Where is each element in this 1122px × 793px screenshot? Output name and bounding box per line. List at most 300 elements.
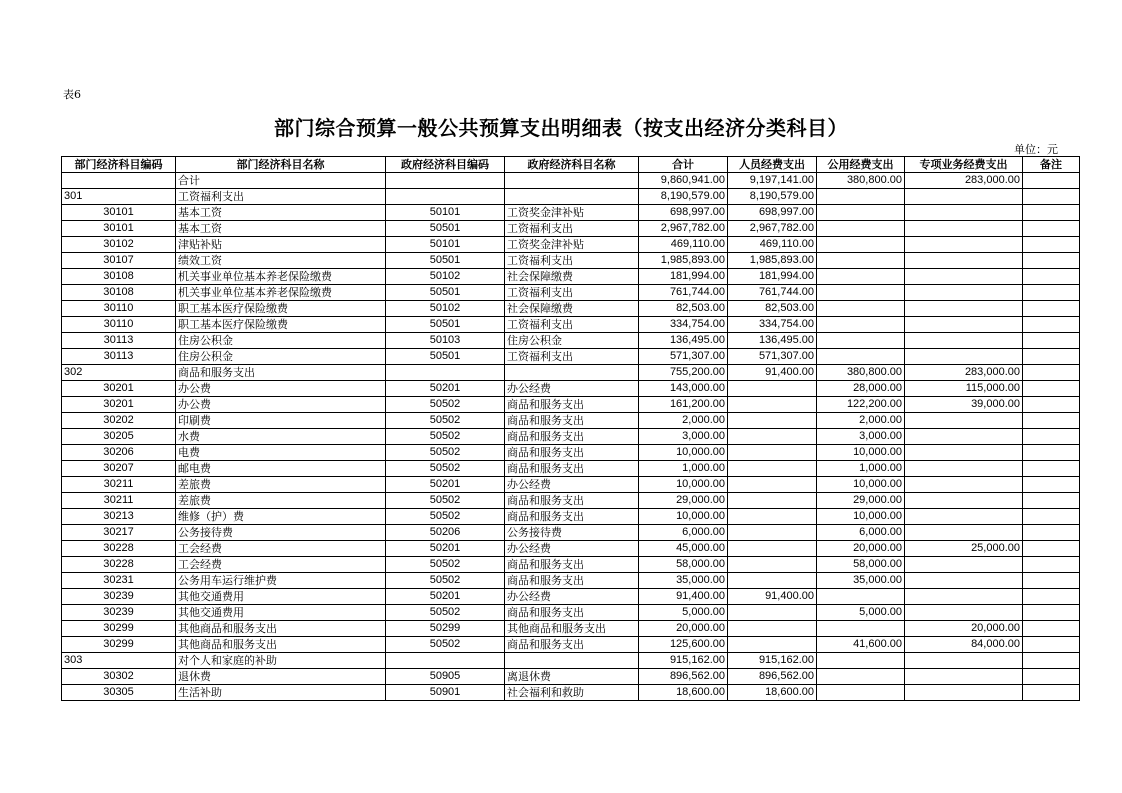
cell-note [1023,253,1080,269]
cell-personnel: 915,162.00 [728,653,817,669]
cell-gov-name: 公务接待费 [505,525,639,541]
table-row [62,189,1080,205]
cell-note [1023,413,1080,429]
cell-dept-name: 对个人和家庭的补助 [176,653,386,669]
cell-gov-code: 50201 [386,477,505,493]
cell-gov-name: 商品和服务支出 [505,461,639,477]
cell-gov-code: 50502 [386,397,505,413]
cell-personnel [728,477,817,493]
cell-special: 115,000.00 [905,381,1023,397]
cell-gov-name: 住房公积金 [505,333,639,349]
cell-note [1023,525,1080,541]
table-row [62,573,1080,589]
cell-note [1023,189,1080,205]
cell-note [1023,685,1080,701]
cell-public: 29,000.00 [817,493,905,509]
expenditure-table [61,156,1080,701]
cell-note [1023,205,1080,221]
cell-gov-name: 社会保障缴费 [505,269,639,285]
cell-personnel: 8,190,579.00 [728,189,817,205]
cell-gov-code: 50299 [386,621,505,637]
cell-note [1023,637,1080,653]
cell-total: 896,562.00 [639,669,728,685]
table-row [62,333,1080,349]
cell-special [905,269,1023,285]
header-gov-code: 政府经济科目编码 [386,157,505,173]
cell-note [1023,621,1080,637]
cell-gov-name: 商品和服务支出 [505,557,639,573]
cell-public [817,589,905,605]
table-row [62,445,1080,461]
cell-note [1023,477,1080,493]
cell-total: 10,000.00 [639,509,728,525]
cell-dept-code: 30113 [62,333,176,349]
cell-dept-code: 30101 [62,221,176,237]
cell-dept-name: 水费 [176,429,386,445]
cell-total: 18,600.00 [639,685,728,701]
cell-dept-name: 公务用车运行维护费 [176,573,386,589]
cell-gov-name: 办公经费 [505,541,639,557]
cell-dept-code: 30299 [62,621,176,637]
cell-personnel: 761,744.00 [728,285,817,301]
header-special: 专项业务经费支出 [905,157,1023,173]
cell-total: 6,000.00 [639,525,728,541]
cell-total: 9,860,941.00 [639,173,728,189]
cell-total: 334,754.00 [639,317,728,333]
cell-personnel [728,429,817,445]
cell-total: 82,503.00 [639,301,728,317]
page-title: 部门综合预算一般公共预算支出明细表（按支出经济分类科目） [274,116,848,140]
header-public: 公用经费支出 [817,157,905,173]
header-dept-code: 部门经济科目编码 [62,157,176,173]
cell-dept-code: 30101 [62,205,176,221]
cell-note [1023,285,1080,301]
table-row [62,365,1080,381]
cell-note [1023,605,1080,621]
cell-personnel: 896,562.00 [728,669,817,685]
cell-dept-name: 住房公积金 [176,333,386,349]
cell-dept-name: 退休费 [176,669,386,685]
table-row [62,637,1080,653]
cell-public [817,669,905,685]
cell-personnel [728,621,817,637]
cell-dept-code: 30110 [62,301,176,317]
cell-gov-name [505,653,639,669]
cell-public: 5,000.00 [817,605,905,621]
cell-dept-name: 电费 [176,445,386,461]
cell-personnel: 334,754.00 [728,317,817,333]
cell-gov-code: 50502 [386,573,505,589]
cell-special [905,317,1023,333]
cell-gov-name [505,173,639,189]
cell-gov-code: 50502 [386,493,505,509]
cell-dept-code: 30239 [62,605,176,621]
cell-gov-name: 商品和服务支出 [505,445,639,461]
cell-special [905,493,1023,509]
cell-gov-code: 50502 [386,637,505,653]
cell-special [905,221,1023,237]
cell-dept-code: 30110 [62,317,176,333]
cell-special: 84,000.00 [905,637,1023,653]
cell-total: 1,985,893.00 [639,253,728,269]
cell-dept-code: 30305 [62,685,176,701]
cell-personnel [728,461,817,477]
table-row [62,173,1080,189]
cell-note [1023,541,1080,557]
cell-special [905,445,1023,461]
cell-total: 5,000.00 [639,605,728,621]
cell-special [905,349,1023,365]
cell-dept-code: 30213 [62,509,176,525]
table-row [62,397,1080,413]
cell-personnel [728,557,817,573]
cell-total: 571,307.00 [639,349,728,365]
cell-public: 3,000.00 [817,429,905,445]
cell-personnel: 91,400.00 [728,365,817,381]
cell-dept-name: 其他商品和服务支出 [176,637,386,653]
cell-note [1023,173,1080,189]
cell-total: 1,000.00 [639,461,728,477]
cell-dept-name: 生活补助 [176,685,386,701]
cell-note [1023,589,1080,605]
cell-personnel [728,573,817,589]
cell-special [905,653,1023,669]
cell-special [905,429,1023,445]
cell-special [905,301,1023,317]
cell-public [817,221,905,237]
cell-dept-name: 公务接待费 [176,525,386,541]
cell-special [905,253,1023,269]
table-row [62,685,1080,701]
cell-personnel [728,445,817,461]
cell-dept-code: 30207 [62,461,176,477]
cell-public [817,301,905,317]
cell-personnel: 91,400.00 [728,589,817,605]
cell-special [905,333,1023,349]
cell-public: 58,000.00 [817,557,905,573]
cell-gov-code: 50501 [386,221,505,237]
cell-gov-name: 工资奖金津补贴 [505,237,639,253]
cell-special [905,477,1023,493]
cell-personnel: 571,307.00 [728,349,817,365]
cell-note [1023,349,1080,365]
header-note: 备注 [1023,157,1080,173]
cell-public [817,253,905,269]
cell-dept-name: 工会经费 [176,541,386,557]
cell-dept-code: 30228 [62,557,176,573]
cell-dept-name: 差旅费 [176,493,386,509]
cell-dept-name: 绩效工资 [176,253,386,269]
cell-gov-name: 商品和服务支出 [505,493,639,509]
cell-gov-name: 工资福利支出 [505,317,639,333]
cell-total: 469,110.00 [639,237,728,253]
cell-dept-code: 30201 [62,397,176,413]
cell-dept-name: 差旅费 [176,477,386,493]
cell-total: 161,200.00 [639,397,728,413]
cell-public [817,237,905,253]
cell-gov-name: 商品和服务支出 [505,397,639,413]
cell-gov-code: 50103 [386,333,505,349]
table-row [62,589,1080,605]
table-row [62,253,1080,269]
cell-total: 8,190,579.00 [639,189,728,205]
cell-personnel [728,509,817,525]
cell-special: 39,000.00 [905,397,1023,413]
cell-dept-name: 住房公积金 [176,349,386,365]
cell-total: 45,000.00 [639,541,728,557]
table-row [62,285,1080,301]
cell-dept-code: 303 [62,653,176,669]
cell-dept-name: 印刷费 [176,413,386,429]
cell-special [905,205,1023,221]
cell-gov-code: 50102 [386,301,505,317]
cell-total: 29,000.00 [639,493,728,509]
cell-public: 20,000.00 [817,541,905,557]
cell-gov-code: 50905 [386,669,505,685]
cell-special: 25,000.00 [905,541,1023,557]
cell-dept-name: 维修（护）费 [176,509,386,525]
cell-personnel: 469,110.00 [728,237,817,253]
cell-special [905,669,1023,685]
header-total: 合计 [639,157,728,173]
cell-dept-name: 职工基本医疗保险缴费 [176,301,386,317]
cell-dept-name: 合计 [176,173,386,189]
cell-dept-name: 邮电费 [176,461,386,477]
table-row [62,205,1080,221]
cell-gov-name: 工资福利支出 [505,285,639,301]
table-row [62,557,1080,573]
unit-label: 单位：元 [1014,143,1058,156]
cell-gov-code: 50102 [386,269,505,285]
cell-dept-code [62,173,176,189]
cell-dept-code: 302 [62,365,176,381]
cell-special: 283,000.00 [905,365,1023,381]
cell-dept-name: 机关事业单位基本养老保险缴费 [176,269,386,285]
cell-gov-name: 其他商品和服务支出 [505,621,639,637]
cell-public: 2,000.00 [817,413,905,429]
cell-dept-name: 办公费 [176,397,386,413]
cell-total: 20,000.00 [639,621,728,637]
cell-gov-code: 50502 [386,557,505,573]
table-row [62,653,1080,669]
cell-public [817,685,905,701]
cell-gov-name: 社会福利和救助 [505,685,639,701]
cell-special [905,525,1023,541]
cell-public [817,621,905,637]
cell-gov-name: 办公经费 [505,589,639,605]
cell-public: 6,000.00 [817,525,905,541]
cell-dept-code: 30202 [62,413,176,429]
cell-dept-name: 基本工资 [176,221,386,237]
table-number: 表6 [63,88,81,101]
cell-special [905,189,1023,205]
cell-gov-name [505,189,639,205]
cell-gov-name: 工资福利支出 [505,221,639,237]
cell-gov-name: 办公经费 [505,381,639,397]
cell-gov-name: 工资福利支出 [505,349,639,365]
cell-total: 915,162.00 [639,653,728,669]
cell-note [1023,301,1080,317]
cell-public [817,205,905,221]
cell-note [1023,669,1080,685]
cell-total: 2,000.00 [639,413,728,429]
cell-personnel [728,637,817,653]
cell-special [905,685,1023,701]
cell-dept-code: 30205 [62,429,176,445]
cell-note [1023,461,1080,477]
cell-special [905,573,1023,589]
cell-dept-name: 其他交通费用 [176,589,386,605]
cell-gov-name: 工资奖金津补贴 [505,205,639,221]
cell-special [905,285,1023,301]
cell-dept-code: 30107 [62,253,176,269]
cell-dept-name: 其他商品和服务支出 [176,621,386,637]
cell-dept-name: 津贴补贴 [176,237,386,253]
cell-dept-code: 30231 [62,573,176,589]
table-row [62,349,1080,365]
cell-gov-code: 50502 [386,605,505,621]
cell-public: 122,200.00 [817,397,905,413]
table-row [62,413,1080,429]
cell-special [905,557,1023,573]
cell-dept-name: 基本工资 [176,205,386,221]
cell-gov-code: 50502 [386,445,505,461]
cell-note [1023,333,1080,349]
cell-total: 91,400.00 [639,589,728,605]
table-body [62,173,1080,701]
cell-gov-code: 50501 [386,285,505,301]
table-row [62,605,1080,621]
header-dept-name: 部门经济科目名称 [176,157,386,173]
cell-gov-name: 商品和服务支出 [505,637,639,653]
cell-dept-code: 30299 [62,637,176,653]
table-row [62,301,1080,317]
table-row [62,541,1080,557]
cell-gov-code: 50501 [386,349,505,365]
cell-dept-code: 30217 [62,525,176,541]
cell-note [1023,221,1080,237]
cell-public [817,333,905,349]
cell-total: 755,200.00 [639,365,728,381]
cell-dept-name: 机关事业单位基本养老保险缴费 [176,285,386,301]
cell-total: 10,000.00 [639,477,728,493]
cell-public: 380,800.00 [817,173,905,189]
cell-dept-code: 30108 [62,285,176,301]
cell-gov-code: 50501 [386,317,505,333]
cell-total: 181,994.00 [639,269,728,285]
cell-dept-code: 30239 [62,589,176,605]
cell-public: 1,000.00 [817,461,905,477]
cell-public: 35,000.00 [817,573,905,589]
table-row [62,237,1080,253]
cell-dept-name: 商品和服务支出 [176,365,386,381]
cell-public [817,317,905,333]
cell-gov-code [386,189,505,205]
cell-personnel [728,541,817,557]
table-row [62,477,1080,493]
cell-total: 58,000.00 [639,557,728,573]
cell-gov-code: 50901 [386,685,505,701]
table-row [62,221,1080,237]
cell-dept-name: 工会经费 [176,557,386,573]
table-row [62,621,1080,637]
cell-public: 380,800.00 [817,365,905,381]
cell-note [1023,237,1080,253]
cell-total: 2,967,782.00 [639,221,728,237]
cell-personnel [728,397,817,413]
cell-total: 136,495.00 [639,333,728,349]
table-row [62,461,1080,477]
cell-personnel: 136,495.00 [728,333,817,349]
cell-gov-code: 50501 [386,253,505,269]
cell-total: 35,000.00 [639,573,728,589]
cell-public: 28,000.00 [817,381,905,397]
cell-gov-name: 办公经费 [505,477,639,493]
cell-gov-name: 离退休费 [505,669,639,685]
table-row [62,269,1080,285]
cell-gov-code: 50206 [386,525,505,541]
table-row [62,429,1080,445]
table-row [62,525,1080,541]
cell-gov-name: 商品和服务支出 [505,573,639,589]
cell-gov-code [386,365,505,381]
cell-note [1023,493,1080,509]
cell-total: 143,000.00 [639,381,728,397]
cell-gov-name: 工资福利支出 [505,253,639,269]
table-row [62,381,1080,397]
cell-personnel: 698,997.00 [728,205,817,221]
table-header-row [62,157,1080,173]
cell-special [905,461,1023,477]
cell-public [817,189,905,205]
cell-personnel [728,413,817,429]
cell-gov-code: 50201 [386,589,505,605]
cell-dept-code: 30108 [62,269,176,285]
cell-public [817,349,905,365]
cell-note [1023,381,1080,397]
cell-personnel [728,605,817,621]
cell-personnel: 2,967,782.00 [728,221,817,237]
table-row [62,493,1080,509]
cell-dept-code: 30211 [62,477,176,493]
cell-gov-code: 50502 [386,509,505,525]
cell-gov-code [386,653,505,669]
cell-note [1023,557,1080,573]
cell-special [905,237,1023,253]
cell-dept-code: 30302 [62,669,176,685]
cell-personnel: 181,994.00 [728,269,817,285]
cell-public [817,285,905,301]
cell-total: 125,600.00 [639,637,728,653]
table-row [62,317,1080,333]
cell-personnel: 1,985,893.00 [728,253,817,269]
cell-public [817,269,905,285]
cell-gov-code: 50502 [386,461,505,477]
cell-gov-code [386,173,505,189]
header-personnel: 人员经费支出 [728,157,817,173]
cell-dept-name: 职工基本医疗保险缴费 [176,317,386,333]
cell-public: 10,000.00 [817,445,905,461]
table-row [62,669,1080,685]
cell-dept-code: 30201 [62,381,176,397]
cell-note [1023,397,1080,413]
cell-public [817,653,905,669]
cell-public: 10,000.00 [817,509,905,525]
cell-personnel [728,493,817,509]
cell-public: 10,000.00 [817,477,905,493]
cell-public: 41,600.00 [817,637,905,653]
cell-gov-code: 50101 [386,237,505,253]
